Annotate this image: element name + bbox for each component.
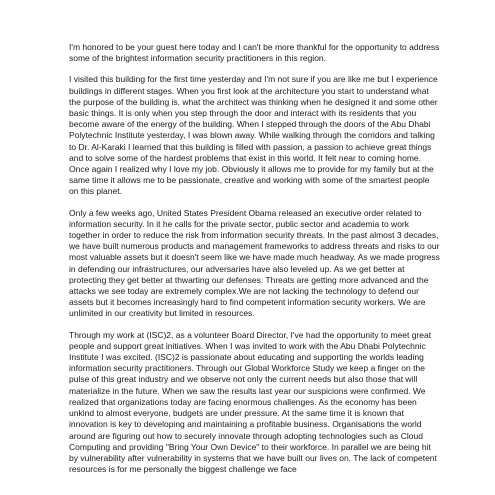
- paragraph-isc2: Through my work at (ISC)2, as a volunteer Board Director, I've had the opportunity to meet great people and support great initiatives. When I was invited to work with the Abu Dhabi Polytechnic Institute I was excited. (ISC)2 is passionate about educating and supporting the worlds leading information security practitioners. Through our Global Workforce Study we keep a finger on the pulse of this great industry and we observe not only the current needs but also those that will materialize in the future. When we saw the results last year our suspicions were confirmed. We realized that organizations today are facing enormous challenges. As the economy has been unkind to almost everyone, budgets are under pressure. At the same time it is known that innovation is key to developing and maintaining a profitable business. Organisations the world around are figuring out how to securely innovate through adopting technologies such as Cloud Computing and providing "Bring Your Own Device" to their workforce. In parallel we are being hit by vulnerability after vulnerability in systems that we have built our lives on. The lack of competent resources is for me personally the biggest challenge we face: [69, 329, 437, 475]
- paragraph-executive-order: Only a few weeks ago, United States President Obama released an executive order related to information security. In it he calls for the private sector, public sector and academia to work together in order to reduce the risk from information security threats. In the past almost 3 decades, we have built numerous products and management frameworks to address threats and risks to our most valuable assets but it doesn't seem like we have made much headway. As we made progress in defending our infrastructures, our adversaries have also leveled up. As we get better at protecting they get better at thwarting our defenses. Threats are getting more advanced and the attacks we see today are extremely complex.We are not lacking the technology to defend our assets but it becomes increasingly hard to find competent information security workers. We are unlimited in our creativity but limited in resources.: [69, 207, 440, 319]
- paragraph-building: I visited this building for the first time yesterday and I'm not sure if you are like me but I experience buildings in different stages. When you first look at the architecture you start to understand what the purpose of the building is, what the architect was thinking when he designed it and some other basic things. It is only when you step through the door and interact with its residents that you become aware of the energy of the building. When I stepped through the doors of the Abu Dhabi Polytechnic Institute yesterday, I was blown away. While walking through the corridors and talking to Dr. Al-Karaki I learned that this building is filled with passion, a passion to achieve great things and to solve some of the hardest problems that exist in this world. It felt near to coming home. Once again I realized why I love my job. Obviously it allows me to provide for my family but at the same time it allows me to be passionate, creative and working with some of the smartest people on this planet.: [69, 74, 438, 197]
- document-body: [69, 42, 441, 485]
- paragraph-intro: I'm honored to be your guest here today and I can't be more thankful for the opportunity to address some of the brightest information security practitioners in this region.: [69, 42, 440, 64]
